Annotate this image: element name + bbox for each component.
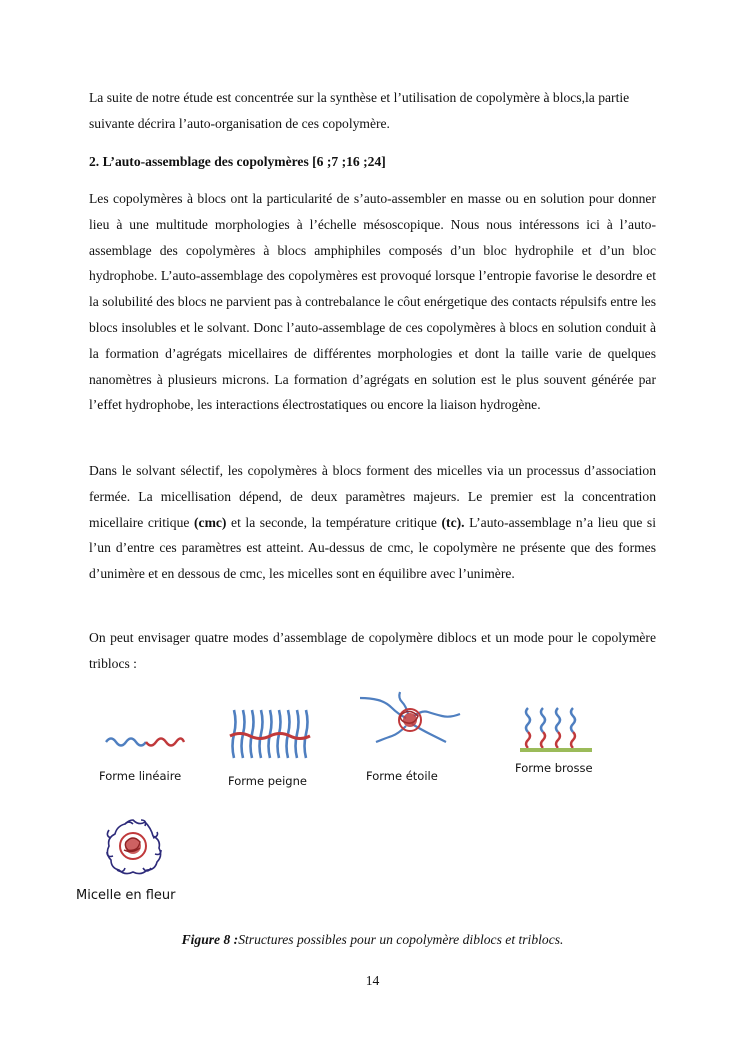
- intro-paragraph: La suite de notre étude est concentrée sur la synthèse et l’utilisation de copolymère à blocs,la partie suivante décrira l’auto-organisation de ces copolymère.: [89, 90, 630, 131]
- label-forme-peigne: Forme peigne: [228, 774, 307, 788]
- p3-tc: (tc).: [441, 514, 465, 530]
- body-paragraph-3: On peut envisager quatre modes d’assemblage de copolymère diblocs et un mode pour le copolymère triblocs :: [89, 630, 656, 671]
- label-forme-brosse: Forme brosse: [515, 761, 593, 775]
- label-micelle-en-fleur: Micelle en fleur: [76, 888, 176, 903]
- label-forme-lineaire: Forme linéaire: [99, 769, 182, 783]
- p3-cmc: (cmc): [194, 514, 227, 530]
- p3-text-b: et la seconde, la température critique: [226, 514, 442, 530]
- hydrophilic-block: [106, 739, 146, 746]
- body-paragraph-1: Les copolymères à blocs ont la particularité de s’auto-assembler en masse ou en solution pour donner lieu à une multitude morphologies à l’échelle mésoscopique. Nous nous intéressons ici à l’auto-assemblage des copolymères à blocs amphiphiles composés d’un bloc hydrophile et d’un bloc hydrophobe. L’auto-assemblage des copolymères est provoqué lorsque l’entropie favorise le desordre et la solubilité des blocs ne parvient pas à contrebalance le côut enérgetique des contacts répulsifs entre les blocs insolubles et le solvant. Donc l’auto-assemblage de ces copolymères à blocs en solution conduit à la formation d’agrégats micellaires de différentes morphologies et dont la taille varie de quelques nanomètres à plusieurs microns. La formation d’agrégats en solution est le plus souvent générée par l’effet hydrophobe, les interactions électrostatiques ou encore la liaison hydrogène.: [89, 191, 656, 413]
- substrate: [520, 748, 592, 752]
- brush-form-diagram: [516, 708, 598, 754]
- body-paragraph-2: [89, 458, 656, 587]
- p3-text-a: Dans le solvant sélectif, les copolymères à blocs forment des micelles via un processus d’association fermée. La micellisation dépend, de deux paramètres majeurs. Le premier est la concentration micellaire critique: [89, 463, 656, 530]
- section-heading: 2. L’auto-assemblage des copolymères [6 ;7 ;16 ;24]: [89, 154, 386, 169]
- figure-caption: [0, 932, 745, 948]
- page-number: 14: [365, 973, 380, 988]
- figure-caption-text: Structures possibles pour un copolymère diblocs et triblocs.: [238, 932, 564, 947]
- figure-caption-label: Figure 8 :: [181, 932, 239, 947]
- p3-text-c: L’auto-assemblage n’a lieu que si l’un d’entre ces paramètres est atteint. Au-dessus de cmc, le copolymère ne présente que des formes d’unimère et en dessous de cmc, les micelles sont en équilibre avec l’unimère.: [89, 514, 656, 582]
- hydrophobic-block: [146, 739, 184, 746]
- label-forme-etoile: Forme étoile: [366, 769, 438, 783]
- linear-form-diagram: [104, 728, 188, 752]
- star-form-diagram: [356, 690, 464, 752]
- comb-form-diagram: [228, 708, 314, 760]
- flower-micelle-diagram: [102, 816, 164, 876]
